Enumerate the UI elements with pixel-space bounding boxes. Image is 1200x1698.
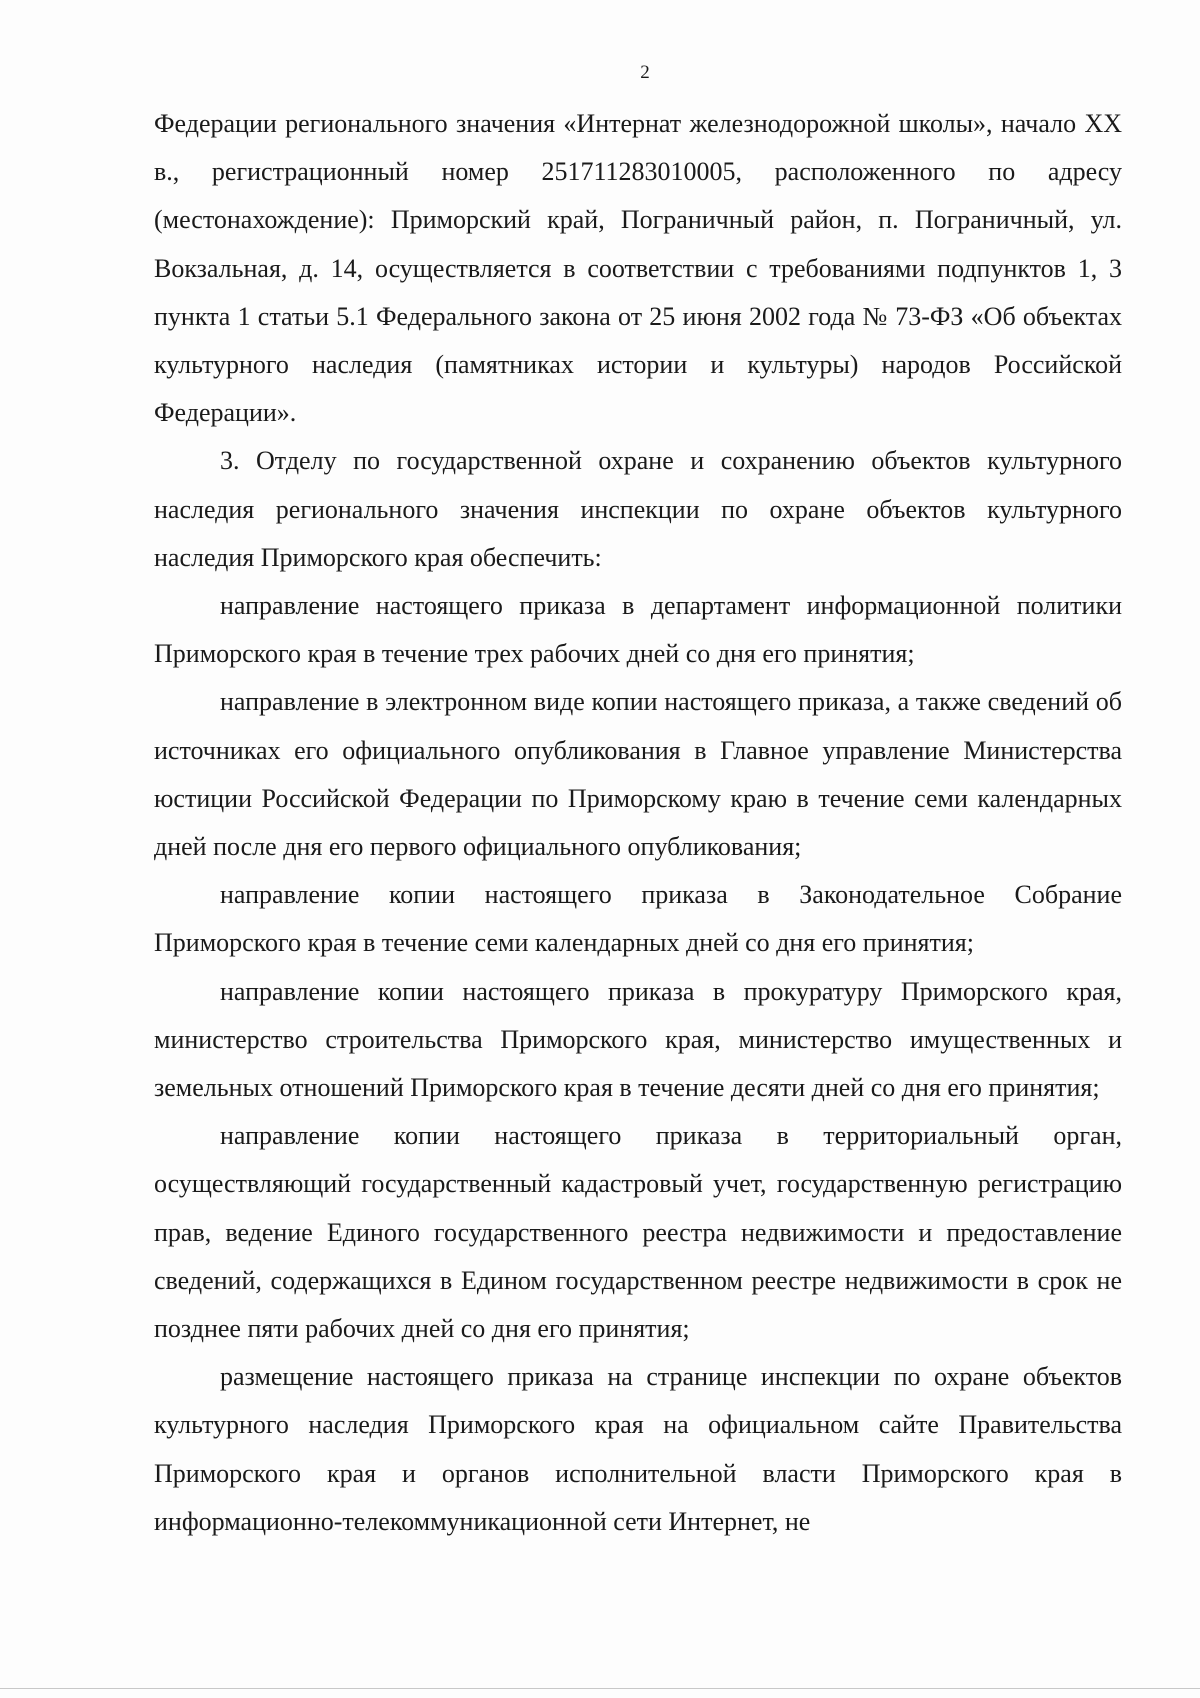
paragraph-legislative-assembly: направление копии настоящего приказа в Законодательное Собрание Приморского края в течение семи календарных дней со дня его принятия; xyxy=(154,880,1122,958)
document-body xyxy=(154,100,1122,1546)
paragraph-website-publication: размещение настоящего приказа на странице инспекции по охране объектов культурного наследия Приморского края на официальном сайте Правительства Приморского края и органов исполнительной власти Приморского края в информационно-телекоммуникационной сети Интернет, не xyxy=(154,1362,1122,1536)
paragraph-cadastral-registry: направление копии настоящего приказа в территориальный орган, осуществляющий государственный кадастровый учет, государственную регистрацию прав, ведение Единого государственного реестра недвижимости и предоставление сведений, содержащихся в Едином государственном реестре недвижимости в срок не позднее пяти рабочих дней со дня его принятия; xyxy=(154,1121,1122,1344)
paragraph-ministry-justice: направление в электронном виде копии настоящего приказа, а также сведений об источниках его официального опубликования в Главное управление Министерства юстиции Российской Федерации по Приморскому краю в течение семи календарных дней после дня его первого официального опубликования; xyxy=(154,687,1122,862)
paragraph-item-3: 3. Отделу по государственной охране и сохранению объектов культурного наследия регионального значения инспекции по охране объектов культурного наследия Приморского края обеспечить: xyxy=(154,446,1122,572)
page-number: 2 xyxy=(640,62,650,83)
paragraph-prosecutor: направление копии настоящего приказа в прокуратуру Приморского края, министерство строительства Приморского края, министерство имущественных и земельных отношений Приморского края в течение десяти дней со дня его принятия; xyxy=(154,976,1122,1103)
paragraph-info-policy: направление настоящего приказа в департамент информационной политики Приморского края в течение трех рабочих дней со дня его принятия; xyxy=(154,591,1122,669)
paragraph-continuation: Федерации регионального значения «Интернат железнодорожной школы», начало XX в., регистрационный номер 251711283010005, расположенного по адресу (местонахождение): Приморский край, Пограничный район, п. Пограничный, ул. Вокзальная, д. 14, осуществляется в соответствии с требованиями подпунктов 1, 3 пункта 1 статьи 5.1 Федерального закона от 25 июня 2002 года № 73-ФЗ «Об объектах культурного наследия (памятниках истории и культуры) народов Российской Федерации». xyxy=(154,109,1122,428)
scan-edge-line xyxy=(0,1688,1200,1689)
